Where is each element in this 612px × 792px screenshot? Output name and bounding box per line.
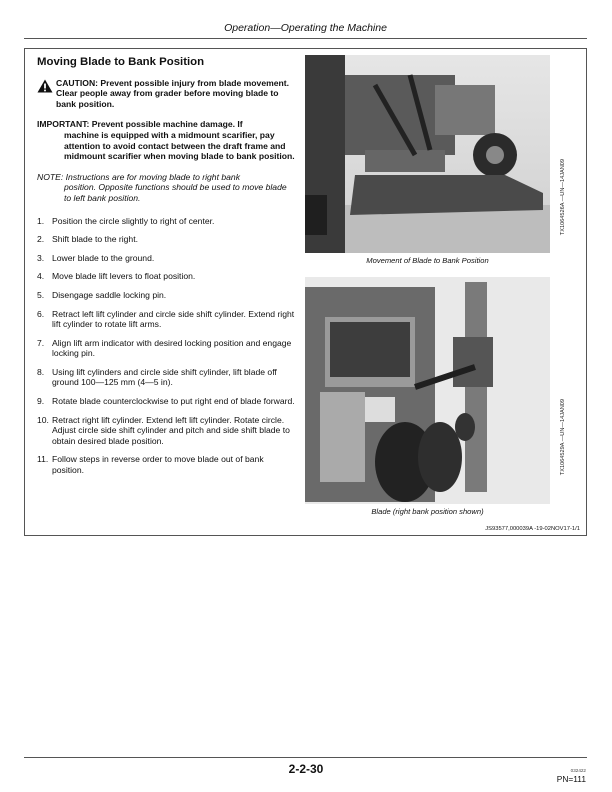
pn-small: 032422 xyxy=(570,768,586,773)
step-item xyxy=(37,309,295,330)
step-text: Lower blade to the ground. xyxy=(52,252,155,263)
pn-value: PN=111 xyxy=(556,774,586,784)
blade-movement-photo xyxy=(305,55,550,253)
step-number: 11. xyxy=(37,454,49,465)
step-text: Align lift arm indicator with desired locking position and engage locking pin. xyxy=(52,337,292,359)
figure-caption: Movement of Blade to Bank Position xyxy=(366,256,489,265)
step-text: Rotate blade counterclockwise to put right end of blade forward. xyxy=(52,396,295,407)
step-text: Move blade lift levers to float position. xyxy=(52,271,196,282)
step-number: 4. xyxy=(37,271,45,282)
important-block xyxy=(37,119,295,161)
note-lead: NOTE: Instructions are for moving blade to right bank xyxy=(37,171,241,182)
note-text: position. Opposite functions should be used to move blade to left bank position. xyxy=(64,182,287,203)
step-item xyxy=(37,290,295,301)
step-item xyxy=(37,454,295,475)
footer-rule xyxy=(24,757,587,758)
section-title: Moving Blade to Bank Position xyxy=(37,56,205,68)
step-item xyxy=(37,396,295,407)
step-text: Disengage saddle locking pin. xyxy=(52,289,167,300)
step-number: 6. xyxy=(37,308,45,319)
step-item xyxy=(37,338,295,359)
step-number: 10. xyxy=(37,414,49,425)
text-column xyxy=(37,57,295,484)
step-text: Follow steps in reverse order to move blade out of bank position. xyxy=(52,454,264,476)
step-text: Retract left lift cylinder and circle side shift cylinder. Extend right lift cylinder to rotate lift arms. xyxy=(52,308,295,330)
steps-list xyxy=(37,216,295,476)
figure-column xyxy=(305,49,587,535)
step-item xyxy=(37,253,295,264)
step-number: 7. xyxy=(37,337,45,348)
step-text: Position the circle slightly to right of center. xyxy=(52,215,215,226)
step-number: 3. xyxy=(37,252,45,263)
step-text: Retract right lift cylinder. Extend left lift cylinder. Rotate circle. Adjust circle side shift cylinder and pitch and side shift blade to obtain desired blade position. xyxy=(52,414,290,446)
step-item xyxy=(37,367,295,388)
step-item xyxy=(37,415,295,447)
caution-block xyxy=(37,78,295,110)
note-block xyxy=(37,172,295,204)
step-number: 2. xyxy=(37,234,45,245)
figure-id: TX1064526A —UN—14JAN09 xyxy=(560,159,566,236)
important-text: machine is equipped with a midmount scarifier, pay attention to avoid contact between the draft frame and midmount scarifier when moving blade to bank position. xyxy=(64,129,295,162)
step-number: 9. xyxy=(37,396,45,407)
step-item xyxy=(37,271,295,282)
step-text: Shift blade to the right. xyxy=(52,234,138,245)
document-reference-id: JS93577,000039A -19-02NOV17-1/1 xyxy=(485,526,580,532)
step-number: 1. xyxy=(37,215,45,226)
figure-id: TX1064529A —UN—14JAN09 xyxy=(560,399,566,476)
pn-label xyxy=(557,768,586,784)
bank-position-photo xyxy=(305,277,550,504)
step-text: Using lift cylinders and circle side shift cylinder, lift blade off ground 100—125 mm (4—5 in). xyxy=(52,366,277,388)
figure-caption: Blade (right bank position shown) xyxy=(371,507,484,516)
page-number: 2-2-30 xyxy=(288,762,324,776)
step-number: 5. xyxy=(37,289,45,300)
content-frame xyxy=(24,48,587,536)
step-number: 8. xyxy=(37,366,45,377)
step-item xyxy=(37,234,295,245)
step-item xyxy=(37,216,295,227)
warning-triangle-icon xyxy=(37,79,53,93)
caution-text: CAUTION: Prevent possible injury from blade movement. Clear people away from grader before moving blade to bank position. xyxy=(56,77,290,109)
important-lead: IMPORTANT: Prevent possible machine damage. If xyxy=(37,119,243,130)
running-header: Operation—Operating the Machine xyxy=(24,18,587,39)
